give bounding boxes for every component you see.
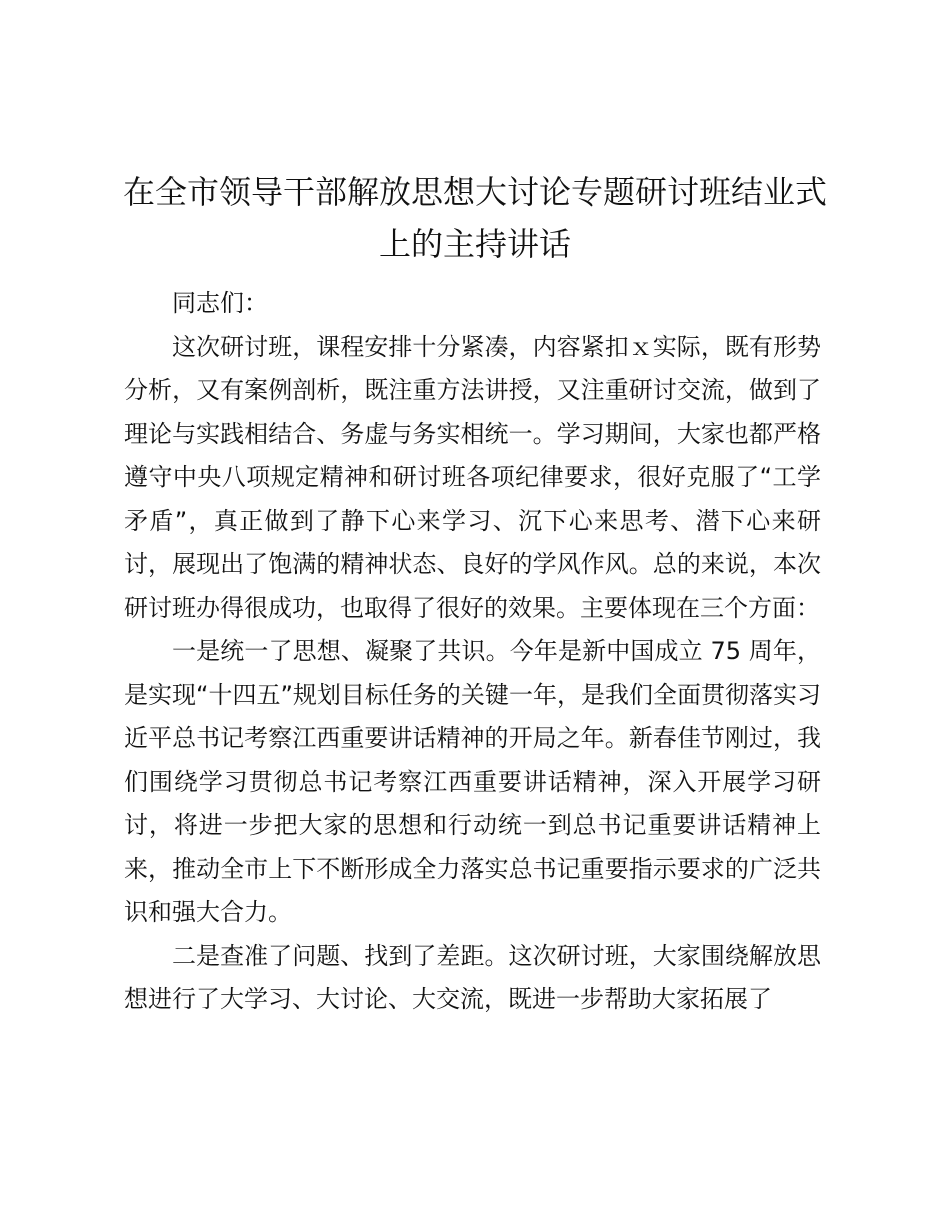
document-body (124, 282, 821, 1022)
paragraph-1: 这次研讨班，课程安排十分紧凑，内容紧扣ｘ实际，既有形势分析，又有案例剖析，既注重方法讲授，又注重研讨交流，做到了理论与实践相结合、务虚与务实相统一。学习期间，大家也都严格遵守中央八项规定精神和研讨班各项纪律要求，很好克服了“工学矛盾”，真正做到了静下心来学习、沉下心来思考、潜下心来研讨，展现出了饱满的精神状态、良好的学风作风。总的来说，本次研讨班办得很成功，也取得了很好的效果。主要体现在三个方面： (124, 332, 821, 622)
document-title: 在全市领导干部解放思想大讨论专题研讨班结业式上的主持讲话 (122, 173, 827, 263)
paragraph-3: 二是查准了问题、找到了差距。这次研讨班，大家围绕解放思想进行了大学习、大讨论、大交流，既进一步帮助大家拓展了 (124, 941, 821, 1013)
paragraph-2: 一是统一了思想、凝聚了共识。今年是新中国成立 75 周年，是实现“十四五”规划目标任务的关键一年，是我们全面贯彻落实习近平总书记考察江西重要讲话精神的开局之年。新春佳节刚过，我们围绕学习贯彻总书记考察江西重要讲话精神，深入开展学习研讨，将进一步把大家的思想和行动统一到总书记重要讲话精神上来，推动全市上下不断形成全力落实总书记重要指示要求的广泛共识和强大合力。 (124, 637, 821, 926)
greeting: 同志们： (172, 289, 268, 317)
